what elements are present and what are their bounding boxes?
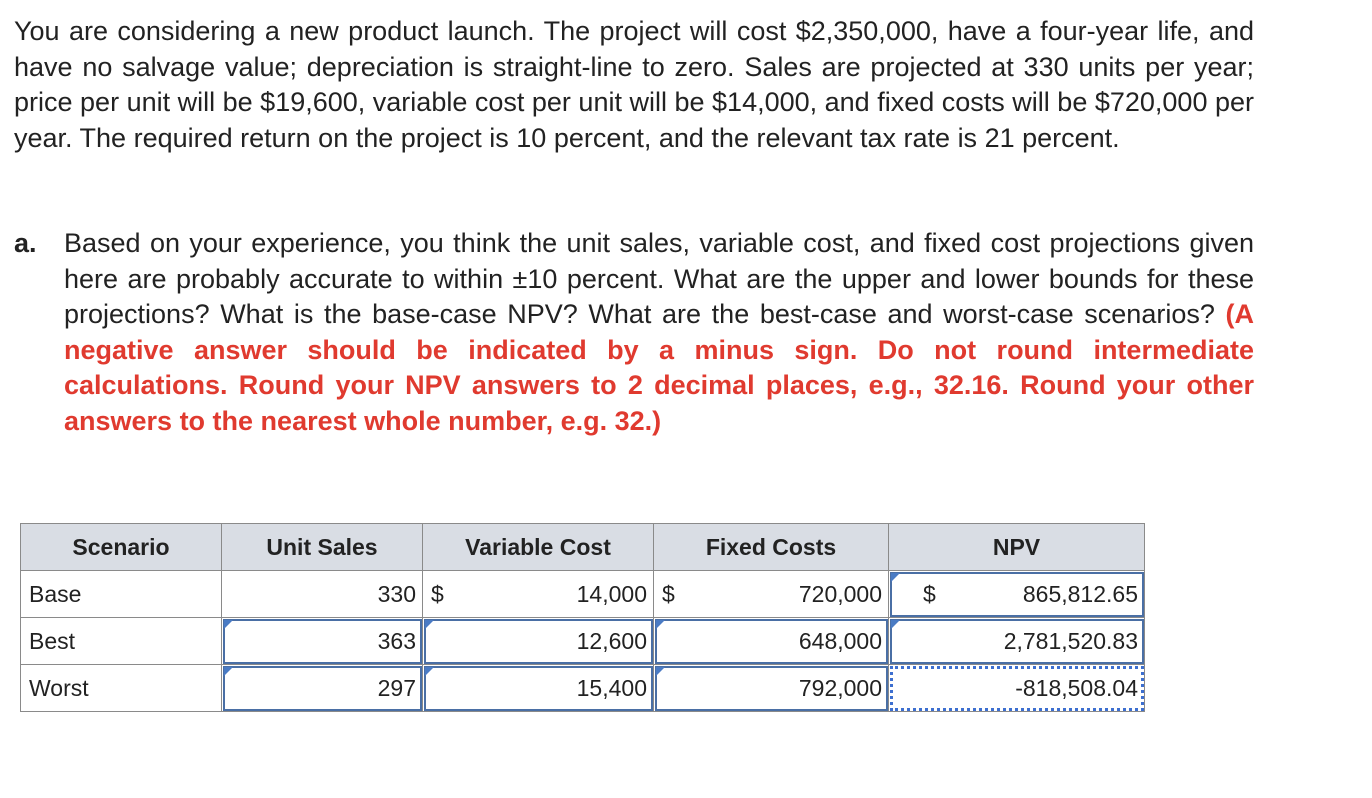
fixed-costs-cell <box>654 571 889 618</box>
header-variable-cost: Variable Cost <box>423 524 654 571</box>
unit-sales-value: 330 <box>222 571 423 618</box>
table-header-row <box>21 524 1145 571</box>
part-letter: a. <box>14 228 37 258</box>
currency-symbol: $ <box>431 580 444 607</box>
part-question: Based on your experience, you think the unit sales, variable cost, and fixed cost projections given here are probably accurate to within ±10 percent. What are the upper and lower bounds for these projections? What is the base-case NPV? What are the best-case and worst-case scenarios? <box>64 228 1254 329</box>
npv-base-input[interactable] <box>889 571 1145 618</box>
scenario-label: Worst <box>21 665 222 712</box>
header-fixed-costs: Fixed Costs <box>654 524 889 571</box>
npv-value: 865,812.65 <box>1022 580 1138 607</box>
variable-cost-worst-input[interactable]: 15,400 <box>423 665 654 712</box>
npv-best-input[interactable]: 2,781,520.83 <box>889 618 1145 665</box>
table-row <box>21 571 1145 618</box>
header-scenario: Scenario <box>21 524 222 571</box>
unit-sales-worst-input[interactable]: 297 <box>222 665 423 712</box>
variable-cost-value: 14,000 <box>576 580 647 607</box>
variable-cost-cell <box>423 571 654 618</box>
variable-cost-best-input[interactable]: 12,600 <box>423 618 654 665</box>
scenario-table <box>20 523 1145 712</box>
fixed-costs-worst-input[interactable]: 792,000 <box>654 665 889 712</box>
scenario-label: Base <box>21 571 222 618</box>
fixed-costs-best-input[interactable]: 648,000 <box>654 618 889 665</box>
part-a <box>14 226 1254 439</box>
npv-worst-input[interactable]: -818,508.04 <box>889 665 1145 712</box>
header-unit-sales: Unit Sales <box>222 524 423 571</box>
table-row <box>21 665 1145 712</box>
scenario-label: Best <box>21 618 222 665</box>
part-instructions: (A negative answer should be indicated by a minus sign. Do not round intermediate calculations. Round your NPV answers to 2 decimal places, e.g., 32.16. Round your other answers to the nearest whole number, e.g. 32.) <box>64 299 1254 436</box>
currency-symbol: $ <box>923 580 936 607</box>
unit-sales-best-input[interactable]: 363 <box>222 618 423 665</box>
header-npv: NPV <box>889 524 1145 571</box>
currency-symbol: $ <box>662 580 675 607</box>
fixed-costs-value: 720,000 <box>798 580 882 607</box>
table-row <box>21 618 1145 665</box>
problem-intro: You are considering a new product launch. The project will cost $2,350,000, have a four-year life, and have no salvage value; depreciation is straight-line to zero. Sales are projected at 330 units per year; price per unit will be $19,600, variable cost per unit will be $14,000, and fixed costs will be $720,000 per year. The required return on the project is 10 percent, and the relevant tax rate is 21 percent. <box>14 16 1254 153</box>
